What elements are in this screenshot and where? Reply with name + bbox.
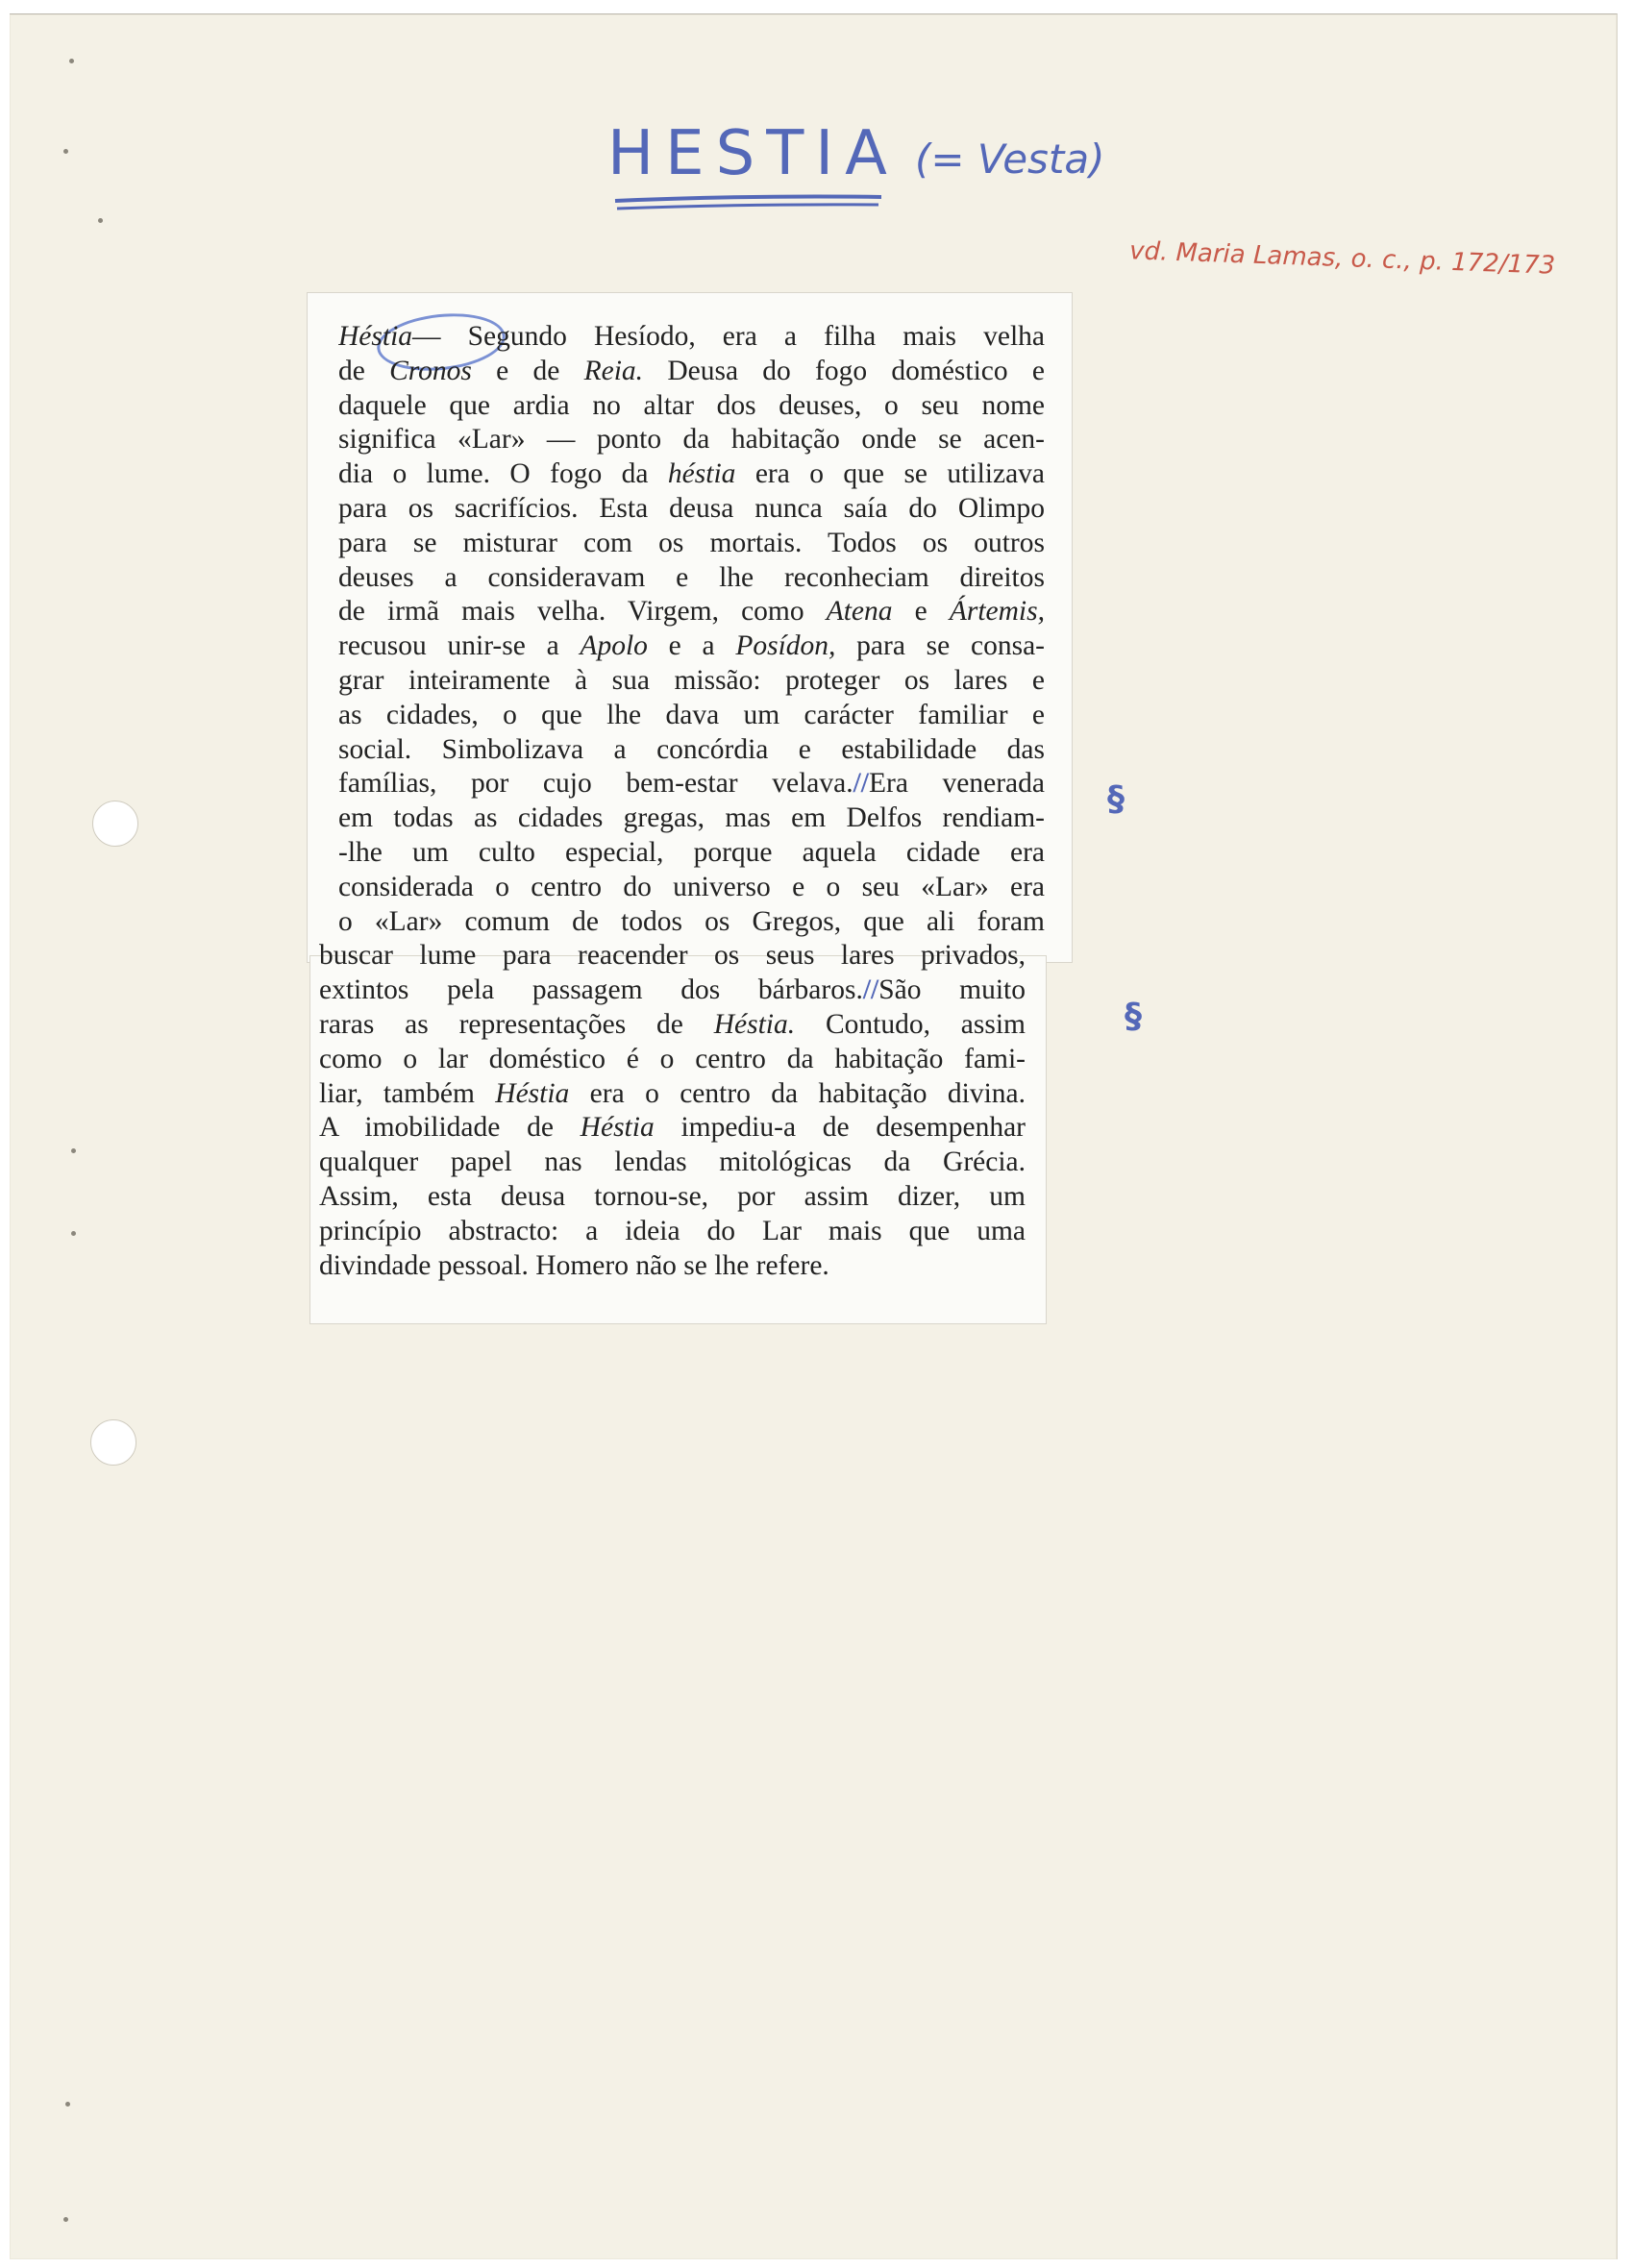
text-run: extintos pela passagem dos bárbaros. xyxy=(319,974,863,1006)
article-line xyxy=(338,355,1045,387)
text-run: Contudo, assim xyxy=(795,1009,1026,1040)
article-line xyxy=(319,1180,1026,1213)
text-run: liar, também xyxy=(319,1077,496,1109)
article-line xyxy=(319,1215,1026,1247)
heading-title: HESTIA xyxy=(607,118,899,189)
text-run: e a xyxy=(647,630,736,662)
section-mark-1: § xyxy=(1107,779,1125,819)
text-run: daquele que ardia no altar dos deuses, o seu nome xyxy=(338,389,1045,421)
italic-term: Héstia xyxy=(338,321,413,352)
heading-underline xyxy=(607,114,1107,220)
italic-term: Reia. xyxy=(583,355,644,386)
article-line xyxy=(338,905,1045,938)
text-run: para se consa- xyxy=(835,630,1045,662)
text-run: qualquer papel nas lendas mitológicas da Grécia. xyxy=(319,1146,1026,1178)
section-mark-2: § xyxy=(1125,997,1142,1036)
article-line xyxy=(319,1043,1026,1075)
text-run: -lhe um culto especial, porque aquela cidade era xyxy=(338,837,1045,868)
text-run: Assim, esta deusa tornou-se, por assim dizer, um xyxy=(319,1181,1026,1212)
article-line xyxy=(338,561,1045,594)
text-run: e de xyxy=(471,355,584,386)
binder-speck xyxy=(71,1231,76,1236)
binder-speck xyxy=(69,59,74,63)
article-line xyxy=(338,836,1045,869)
handwritten-reference: vd. Maria Lamas, o. c., p. 172/173 xyxy=(1128,236,1556,281)
text-run: de xyxy=(338,355,390,386)
italic-term: Atena xyxy=(826,596,893,628)
text-run: em todas as cidades gregas, mas em Delfos rendiam- xyxy=(338,802,1045,834)
italic-term: Cronos xyxy=(389,355,472,386)
text-run: significa «Lar» — ponto da habitação onde se acen- xyxy=(338,424,1045,456)
text-run: de irmã mais velha. Virgem, como xyxy=(338,596,827,628)
italic-term: héstia xyxy=(667,458,736,490)
handwritten-heading xyxy=(607,114,1107,210)
italic-term: Héstia. xyxy=(713,1009,796,1040)
article-line xyxy=(338,664,1045,697)
punch-hole-bottom xyxy=(90,1419,136,1466)
text-run: o «Lar» comum de todos os Gregos, que ali foram xyxy=(338,905,1045,937)
article-line xyxy=(338,629,1045,662)
text-run: considerada o centro do universo e o seu «Lar» era xyxy=(338,871,1045,902)
italic-term: Héstia xyxy=(580,1112,655,1144)
text-run: social. Simbolizava a concórdia e estabilidade das xyxy=(338,733,1045,765)
binder-speck xyxy=(63,149,68,154)
text-run: divindade pessoal. Homero não se lhe refere. xyxy=(319,1249,829,1281)
article-line xyxy=(338,733,1045,766)
text-run: Era venerada xyxy=(869,768,1045,800)
article-line xyxy=(338,492,1045,525)
article-line xyxy=(338,801,1045,834)
article-line xyxy=(319,1249,1026,1282)
italic-term: Ártemis, xyxy=(949,596,1045,628)
article-line xyxy=(319,939,1026,972)
heading-aside: (= Vesta) xyxy=(915,136,1105,183)
article-line xyxy=(338,595,1045,628)
article-line xyxy=(338,320,1045,353)
text-run: deuses a consideravam e lhe reconheciam direitos xyxy=(338,561,1045,593)
article-line xyxy=(319,1146,1026,1178)
pen-slash-mark: // xyxy=(853,768,869,800)
binder-speck xyxy=(65,2102,70,2107)
text-run: e xyxy=(892,596,950,628)
text-run: raras as representações de xyxy=(319,1009,714,1040)
document-page xyxy=(10,13,1618,2259)
text-run: Deusa do fogo doméstico e xyxy=(643,355,1045,386)
italic-term: Posídon, xyxy=(735,630,836,662)
italic-term: Apolo xyxy=(580,630,648,662)
binder-speck xyxy=(98,218,103,223)
article-line xyxy=(319,1008,1026,1041)
article-line xyxy=(338,389,1045,422)
article-line xyxy=(338,527,1045,559)
text-run: famílias, por cujo bem-estar velava. xyxy=(338,768,853,800)
text-run: — Segundo Hesíodo, era a filha mais velha xyxy=(412,321,1045,352)
text-run: era o que se utilizava xyxy=(735,458,1045,490)
text-run: São muito xyxy=(878,974,1026,1006)
article-line xyxy=(338,457,1045,490)
binder-speck xyxy=(71,1148,76,1153)
text-run: como o lar doméstico é o centro da habitação fami- xyxy=(319,1043,1026,1074)
text-run: buscar lume para reacender os seus lares privados, xyxy=(319,940,1026,972)
article-line xyxy=(338,423,1045,456)
article-line xyxy=(338,767,1045,800)
text-run: era o centro da habitação divina. xyxy=(569,1077,1026,1109)
punch-hole-top xyxy=(92,801,138,847)
text-run: grar inteiramente à sua missão: proteger os lares e xyxy=(338,665,1045,696)
text-run: para os sacrifícios. Esta deusa nunca saía do Olimpo xyxy=(338,493,1045,524)
article-line xyxy=(319,974,1026,1006)
text-run: princípio abstracto: a ideia do Lar mais que uma xyxy=(319,1215,1026,1246)
article-line xyxy=(319,1111,1026,1144)
text-run: as cidades, o que lhe dava um carácter familiar e xyxy=(338,699,1045,730)
article-line xyxy=(319,1077,1026,1110)
text-run: recusou unir-se a xyxy=(338,630,581,662)
text-run: dia o lume. O fogo da xyxy=(338,458,668,490)
text-run: A imobilidade de xyxy=(319,1112,581,1144)
article-line xyxy=(338,699,1045,731)
text-run: impediu-a de desempenhar xyxy=(654,1112,1026,1144)
text-run: para se misturar com os mortais. Todos os outros xyxy=(338,527,1045,558)
pen-slash-mark: // xyxy=(862,974,879,1006)
article-line xyxy=(338,871,1045,903)
binder-speck xyxy=(63,2217,68,2222)
italic-term: Héstia xyxy=(495,1077,570,1109)
